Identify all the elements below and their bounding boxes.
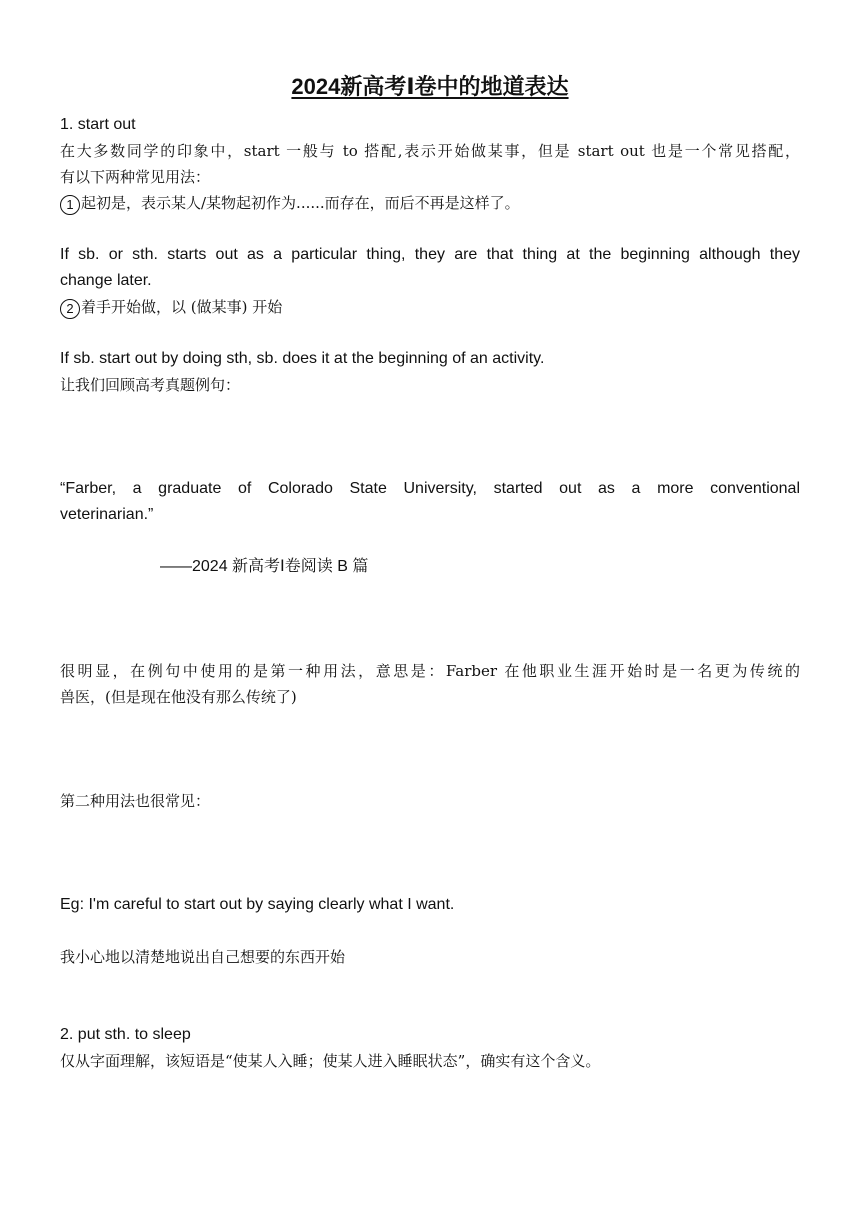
usage2-english: If sb. start out by doing sth, sb. does it at the beginning of an activity. bbox=[60, 350, 545, 367]
usage1-text: 起初是，表示某人/某物起初作为......而存在，而后不再是这样了。 bbox=[81, 194, 520, 212]
document-title-text: 2024新高考Ⅰ卷中的地道表达 bbox=[291, 74, 569, 99]
example-chinese: 我小心地以清楚地说出自己想要的东西开始 bbox=[60, 948, 346, 966]
section2-heading: 2. put sth. to sleep bbox=[60, 1026, 191, 1043]
second-usage-intro: 第二种用法也很常见： bbox=[60, 792, 211, 810]
review-prompt: 让我们回顾高考真题例句： bbox=[60, 376, 241, 394]
analysis-line1: 很明显，在例句中使用的是第一种用法，意思是：Farber 在他职业生涯开始时是一名更为传统的 bbox=[60, 662, 800, 680]
section1-heading: 1. start out bbox=[60, 116, 136, 133]
usage2-line bbox=[60, 294, 800, 320]
usage2-text: 着手开始做，以 (做某事) 开始 bbox=[81, 298, 283, 316]
example-english: Eg: I'm careful to start out by saying clearly what I want. bbox=[60, 896, 455, 913]
document-title bbox=[0, 72, 860, 102]
section2-text: 仅从字面理解，该短语是“使某人入睡；使某人进入睡眠状态”，确实有这个含义。 bbox=[60, 1052, 601, 1070]
quote-source: ——2024 新高考Ⅰ卷阅读 B 篇 bbox=[160, 558, 369, 575]
usage1-line bbox=[60, 190, 800, 216]
usage2-marker: 2 bbox=[60, 299, 80, 319]
usage1-english-line2: change later. bbox=[60, 272, 152, 289]
example-quote-line1: “Farber, a graduate of Colorado State University, started out as a more conventional bbox=[60, 480, 800, 497]
analysis-line2: 兽医，(但是现在他没有那么传统了) bbox=[60, 688, 297, 706]
example-quote-line2: veterinarian.” bbox=[60, 506, 154, 523]
usage1-marker: 1 bbox=[60, 195, 80, 215]
section1-intro-line1: 在大多数同学的印象中，start 一般与 to 搭配,表示开始做某事，但是 start out 也是一个常见搭配， bbox=[60, 142, 800, 160]
usage1-english-line1: If sb. or sth. starts out as a particular thing, they are that thing at the beginning although they bbox=[60, 246, 800, 263]
section1-intro-line2: 有以下两种常见用法： bbox=[60, 168, 211, 186]
